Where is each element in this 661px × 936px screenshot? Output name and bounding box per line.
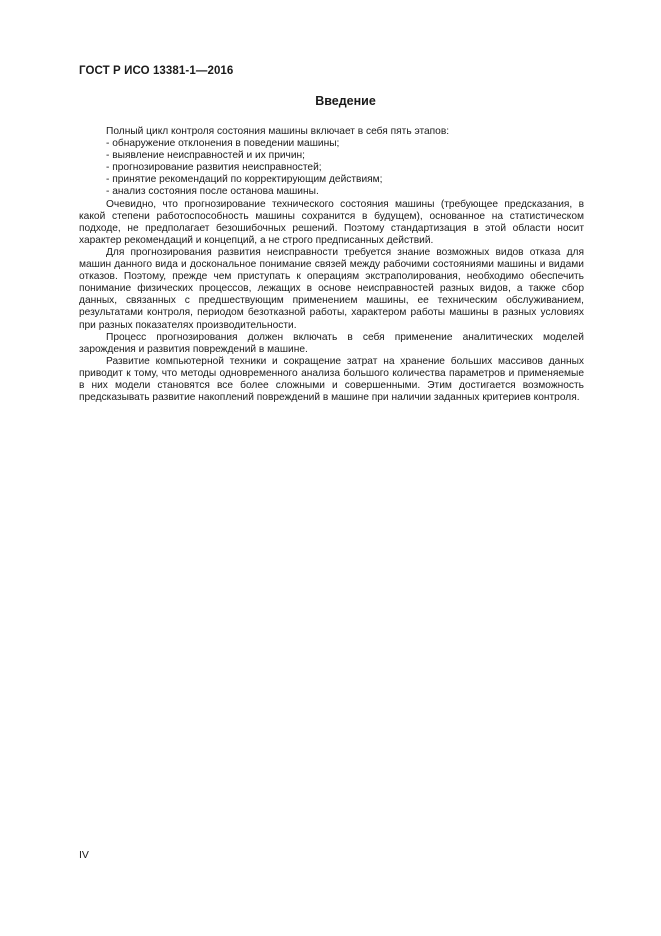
section-title [0,94,661,108]
list-item: - прогнозирование развития неисправностей; [106,162,322,174]
body-paragraph: Развитие компьютерной техники и сокращение затрат на хранение больших массивов данных приводит к тому, что методы одновременного анализа большого количества параметров и применяемые в них модели становятся все более сложными и совершенными. Этим достигается возможность предсказывать развитие накоплений повреждений в машине при наличии заданных критериев контроля. [79,355,584,404]
list-item: - анализ состояния после останова машины. [106,186,319,198]
list-item: - обнаружение отклонения в поведении машины; [106,138,340,150]
list-item: - выявление неисправностей и их причин; [106,150,305,162]
body-paragraph: Для прогнозирования развития неисправности требуется знание возможных видов отказа для машин данного вида и доскональное понимание связей между рабочими состояниями машины и видами отказов. Поэтому, прежде чем приступать к операциям экстраполирования, необходимо обеспечить понимание физических процессов, лежащих в основе неисправностей разных видов, а также сбор данных, связанных с предшествующим применением машины, ее техническим обслуживанием, результатами контроля, периодом безотказной работы, характером работы машины в разных условиях при разных показателях производительности. [79,246,584,331]
body-paragraph: Процесс прогнозирования должен включать в себя применение аналитических моделей зарождения и развития повреждений в машине. [79,331,584,355]
section-body [79,126,584,404]
section-title-text: Введение [315,94,376,108]
page-number: IV [79,849,89,861]
list-item: - принятие рекомендаций по корректирующим действиям; [106,174,383,186]
body-paragraph: Очевидно, что прогнозирование технического состояния машины (требующее предсказания, в какой степени работоспособность машины сохранится в будущем), основанное на статистическом подходе, не предполагает безошибочных решений. Поэтому стандартизация в этой области носит характер рекомендаций и концепций, а не строго предписанных действий. [79,198,584,246]
intro-paragraph: Полный цикл контроля состояния машины включает в себя пять этапов: [106,126,450,137]
document-header: ГОСТ Р ИСО 13381-1—2016 [79,65,234,77]
